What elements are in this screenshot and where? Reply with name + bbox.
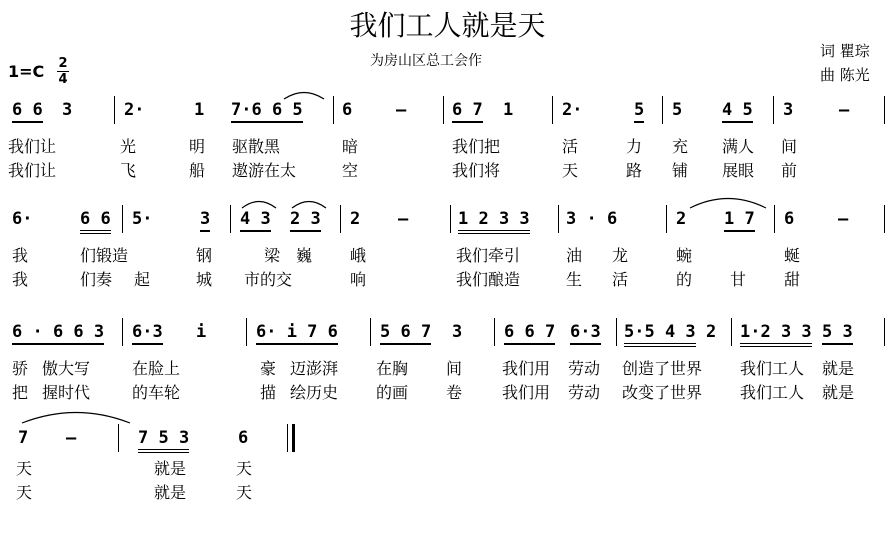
note: 2 (676, 209, 687, 229)
lyric: 我们工人 (740, 359, 805, 378)
note: 1 (503, 100, 514, 120)
lyric: 创造了世界 (622, 359, 703, 378)
lyricist-credit: 词 瞿琮 (820, 42, 870, 60)
time-signature-bottom: 4 (58, 72, 68, 87)
lyric: 我们把 (452, 137, 501, 156)
lyric: 生 (566, 270, 583, 289)
lyric: 空 (342, 161, 359, 180)
subtitle: 为房山区总工会作 (370, 53, 482, 69)
barline (443, 96, 444, 124)
lyric: 暗 (342, 137, 359, 156)
barline (773, 96, 774, 124)
lyric: 力 (626, 137, 643, 156)
note: – (838, 209, 849, 229)
note-group: 4 3 (240, 209, 271, 232)
slur-arc (282, 88, 326, 100)
music-row (0, 318, 895, 354)
barline (287, 424, 288, 452)
barline (333, 96, 334, 124)
lyric: 我们酿造 (456, 270, 521, 289)
barline (230, 205, 231, 233)
slur-arc (688, 193, 768, 209)
lyric: 的 (676, 270, 693, 289)
lyric: 活 (562, 137, 579, 156)
note-group: 6· i 7 6 (256, 322, 338, 345)
note: 6 (342, 100, 353, 120)
lyric: 龙 (612, 246, 629, 265)
lyric: 天 (236, 483, 253, 502)
lyric: 甜 (784, 270, 801, 289)
lyric: 天 (562, 161, 579, 180)
lyric: 油 (566, 246, 583, 265)
lyric: 就是 (154, 483, 187, 502)
barline (558, 205, 559, 233)
barline (246, 318, 247, 346)
lyric: 响 (350, 270, 367, 289)
lyric: 市的交 (244, 270, 293, 289)
note-group: 4 5 (722, 100, 753, 123)
lyric: 明 (189, 137, 206, 156)
barline (340, 205, 341, 233)
note: – (839, 100, 850, 120)
note: 7 (18, 428, 29, 448)
lyric: 满人 (722, 137, 755, 156)
barline (884, 96, 885, 124)
note: 5 (634, 100, 644, 123)
page-title: 我们工人就是天 (349, 9, 546, 42)
lyric: 飞 (120, 161, 137, 180)
lyric: 改变了世界 (622, 383, 703, 402)
lyric: 就是 (822, 383, 855, 402)
lyric: 绘历史 (290, 383, 339, 402)
note: – (66, 428, 77, 448)
note-group: 5 3 (822, 322, 853, 345)
lyric: 描 (260, 383, 277, 402)
lyric: 傲大写 (42, 359, 91, 378)
note: 2 (350, 209, 361, 229)
system-3 (0, 318, 895, 438)
lyric: 我们用 (502, 359, 551, 378)
lyric: 在胸 (376, 359, 409, 378)
barline (731, 318, 732, 346)
lyric: 我 (12, 246, 29, 265)
note-group: 6 · 6 6 3 (12, 322, 104, 345)
time-signature (57, 56, 69, 87)
lyric: 巍 (296, 246, 313, 265)
key-signature: 1=C (8, 62, 45, 81)
lyric: 卷 (446, 383, 463, 402)
barline (114, 96, 115, 124)
lyric: 豪 (260, 359, 277, 378)
note-group: 6·3 (132, 322, 163, 345)
note-group: 2 3 (290, 209, 321, 232)
note: 3 (200, 209, 210, 232)
lyric: 路 (626, 161, 643, 180)
note-group: 6 6 7 (504, 322, 555, 345)
barline (552, 96, 553, 124)
barline (884, 318, 885, 346)
lyric: 我们牵引 (456, 246, 521, 265)
note: 6 (784, 209, 795, 229)
lyric: 我们将 (452, 161, 501, 180)
lyric: 蜒 (784, 246, 801, 265)
note: – (398, 209, 409, 229)
lyric: 梁 (264, 246, 281, 265)
lyric: 船 (189, 161, 206, 180)
lyric: 天 (236, 459, 253, 478)
note: 3 (783, 100, 794, 120)
note: 5· (132, 209, 153, 229)
lyric: 天 (16, 483, 33, 502)
barline (450, 205, 451, 233)
lyric: 城 (196, 270, 213, 289)
note: 1 (194, 100, 205, 120)
note: i (196, 322, 207, 342)
lyric: 在脸上 (132, 359, 181, 378)
barline (494, 318, 495, 346)
lyric: 我们让 (8, 137, 57, 156)
lyric: 驱散黑 (232, 137, 281, 156)
composer-credit: 曲 陈光 (820, 66, 870, 84)
lyric: 们锻造 (80, 246, 129, 265)
lyric: 我们工人 (740, 383, 805, 402)
note-group: 5 6 7 (380, 322, 431, 345)
note: – (396, 100, 407, 120)
barline (884, 205, 885, 233)
music-row (0, 205, 895, 241)
note: 2· (562, 100, 583, 120)
time-signature-top: 2 (58, 56, 68, 71)
slur-arc (290, 197, 328, 209)
note-group: 6 7 (452, 100, 483, 123)
barline (774, 205, 775, 233)
lyric: 间 (446, 359, 463, 378)
note: 5 (672, 100, 683, 120)
note: 6 (238, 428, 249, 448)
music-row (0, 96, 895, 132)
slur-arc (20, 408, 132, 424)
barline (616, 318, 617, 346)
lyric: 光 (120, 137, 137, 156)
system-2 (0, 205, 895, 325)
lyric: 的画 (376, 383, 409, 402)
lyric: 天 (16, 459, 33, 478)
barline (662, 96, 663, 124)
lyric: 我们让 (8, 161, 57, 180)
lyric: 活 (612, 270, 629, 289)
lyric: 充 (672, 137, 689, 156)
barline (370, 318, 371, 346)
note-group: 6 6 (12, 100, 43, 123)
lyric: 就是 (154, 459, 187, 478)
lyric: 们奏 (80, 270, 113, 289)
lyric: 展眼 (722, 161, 755, 180)
lyric: 间 (781, 137, 798, 156)
note-group: 3 · 6 (566, 209, 618, 229)
barline (122, 205, 123, 233)
barline (666, 205, 667, 233)
note-group: 6·3 (570, 322, 601, 345)
lyric: 我们用 (502, 383, 551, 402)
lyric: 劳动 (568, 383, 601, 402)
note: 3 (62, 100, 73, 120)
note-group: 1·2 3 3 (740, 322, 812, 347)
system-4 (0, 424, 895, 544)
lyric: 的车轮 (132, 383, 181, 402)
final-barline (292, 424, 295, 452)
lyric: 蜿 (676, 246, 693, 265)
lyric: 钢 (196, 246, 213, 265)
lyric: 遨游在太 (232, 161, 297, 180)
barline (122, 318, 123, 346)
note: 2 (706, 322, 717, 342)
lyric: 就是 (822, 359, 855, 378)
note: 3 (452, 322, 463, 342)
lyric: 把 (12, 383, 29, 402)
lyric: 我 (12, 270, 29, 289)
note-group: 1 2 3 3 (458, 209, 530, 234)
lyric: 劳动 (568, 359, 601, 378)
lyric: 握时代 (42, 383, 91, 402)
lyric: 起 (134, 270, 151, 289)
slur-arc (240, 197, 278, 209)
lyric: 铺 (672, 161, 689, 180)
lyric: 骄 (12, 359, 29, 378)
lyric: 甘 (730, 270, 747, 289)
music-row (0, 424, 895, 460)
barline (118, 424, 119, 452)
note-group: 7 5 3 (138, 428, 189, 453)
note: 6· (12, 209, 33, 229)
note-group: 5·5 4 3 (624, 322, 696, 347)
note-group: 6 6 (80, 209, 111, 234)
lyric: 前 (781, 161, 798, 180)
lyric: 峨 (350, 246, 367, 265)
note-group: 7·6 6 5 (231, 100, 303, 123)
note-group: 1 7 (724, 209, 755, 232)
lyric: 迈澎湃 (290, 359, 339, 378)
note: 2· (124, 100, 145, 120)
